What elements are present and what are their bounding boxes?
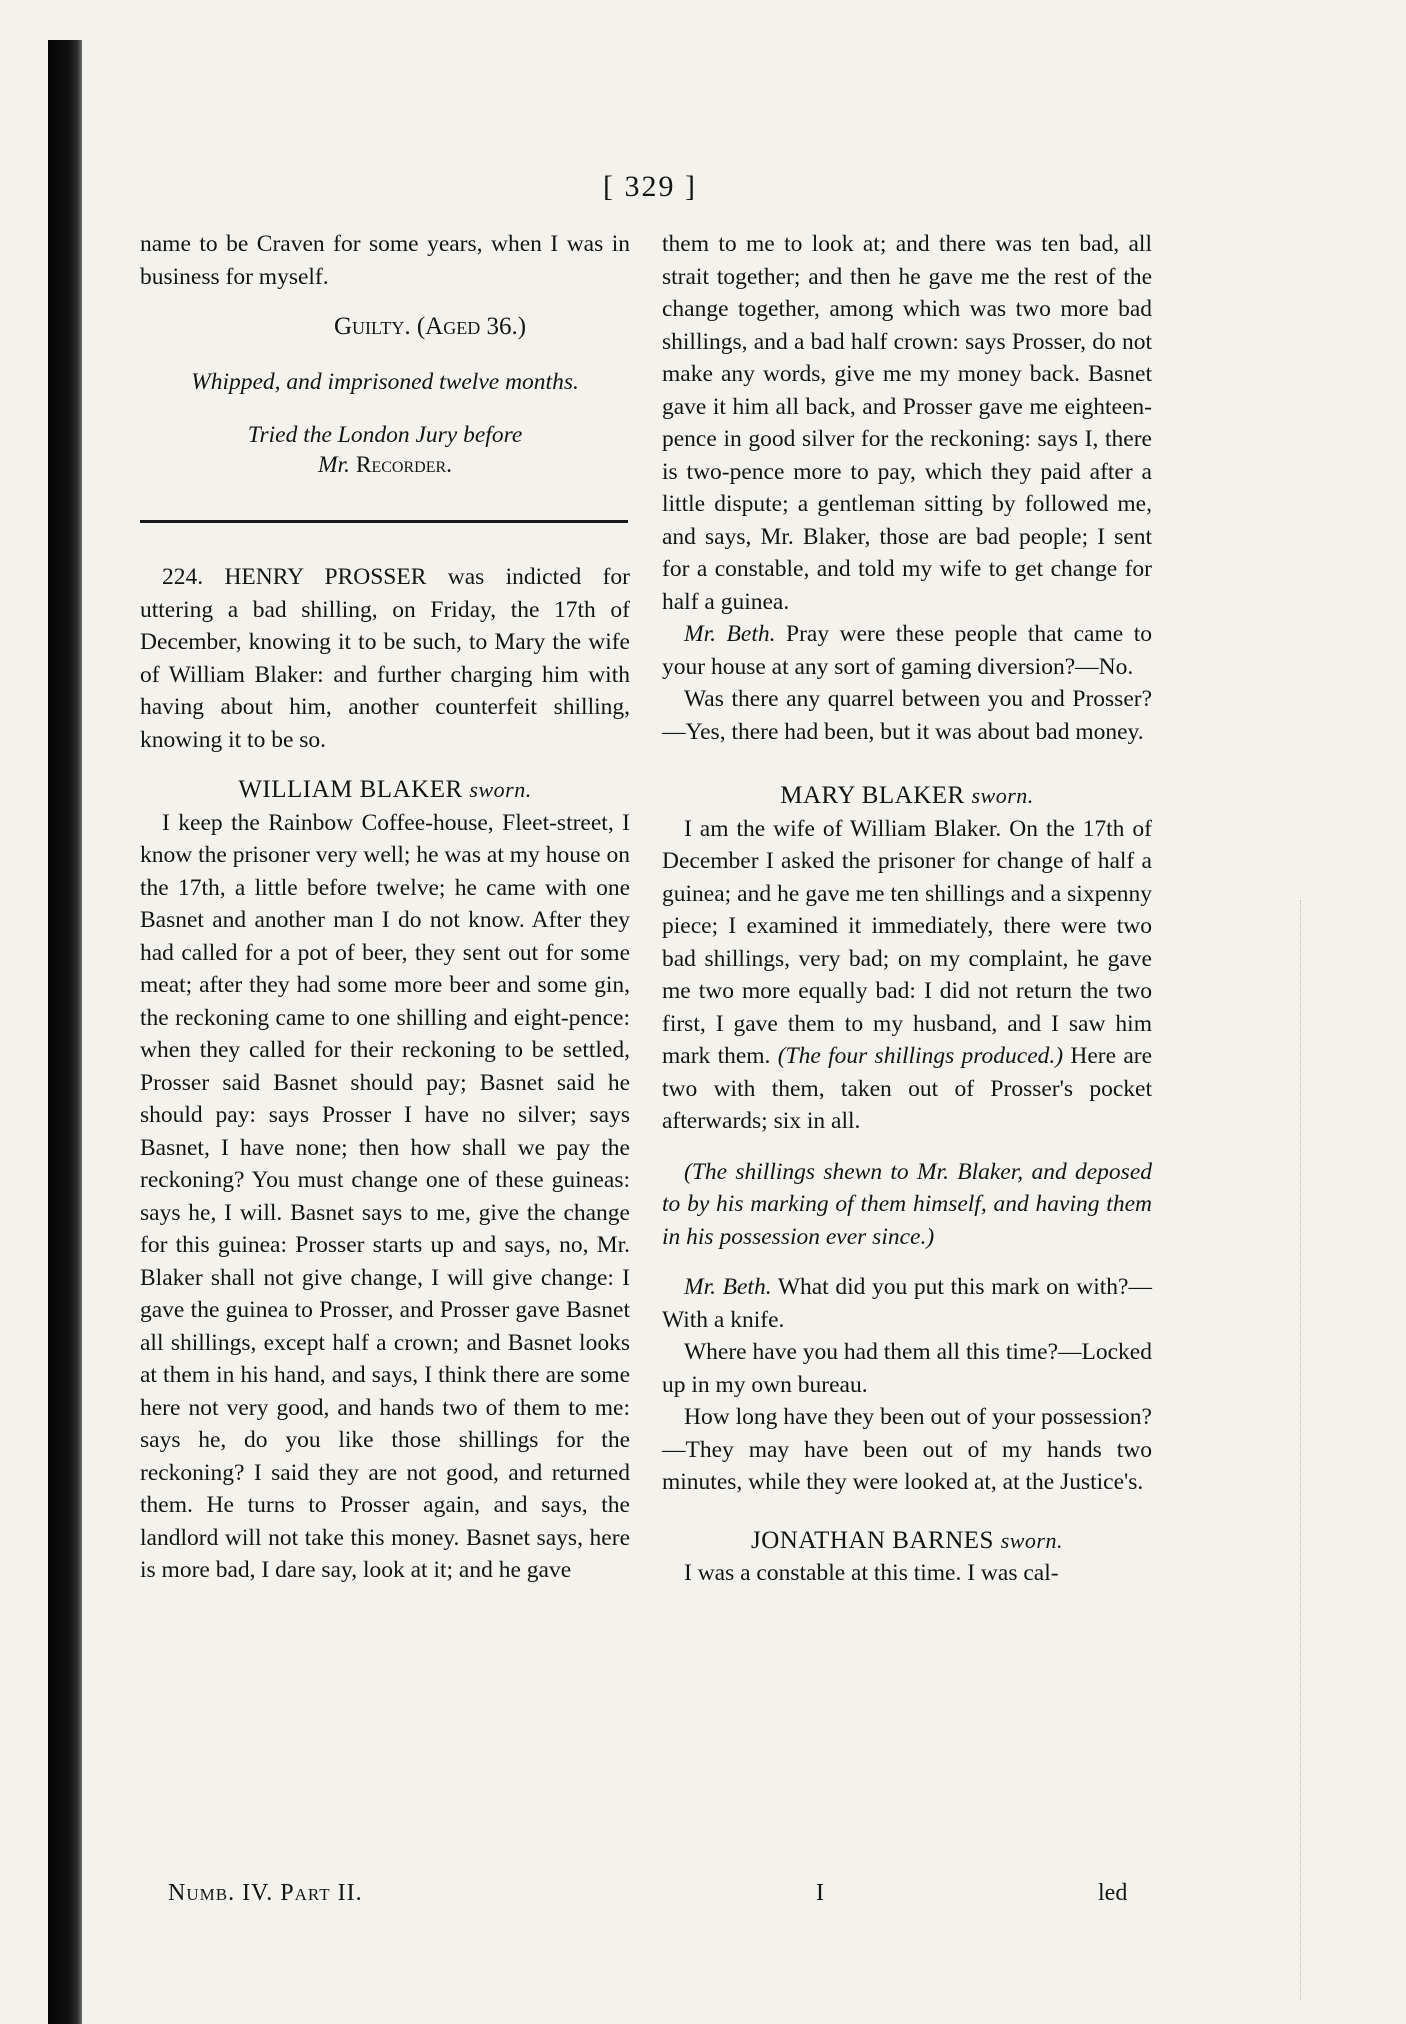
court-note: (The shillings shewn to Mr. Blaker, and deposed to by his marking of them himself, and having them in his possession ever since.) — [662, 1158, 1152, 1250]
testimony-william-blaker: I keep the Rainbow Coffee-house, Fleet-street, I know the prisoner very well; he was at my house on the 17th, a little before twelve; he came with one Basnet and another man I do not know. After they had called for a pot of beer, they sent out for some meat; after they had some more beer and some gin, the reckoning came to one shilling and eight-pence: when they called for their reckoning to be settled, Prosser said Basnet should pay; Basnet said he should pay: says Prosser I have no silver; says Basnet, I have none; then how shall we pay the reckoning? You must change one of these guineas: says he, I will. Basnet says to me, give the change for this guinea: Prosser starts up and says, no, Mr. Blaker shall not give change, I will give change: I gave the guinea to Prosser, and Prosser gave Basnet all shillings, except half a crown; and Basnet looks at them in his hand, and says, I think there are some here not very good, and hands two of them to me: says he, do you like those shillings for the reckoning? I said they are not good, and returned them. He turns to Prosser again, and says, the landlord will not take this money. Basnet says, here is more bad, I dare say, look at it; and he gave — [140, 809, 630, 1583]
witness-name: JONATHAN BARNES — [751, 1526, 994, 1554]
tried-line-1: Tried the London Jury before — [247, 422, 523, 448]
left-column — [140, 228, 630, 1587]
witness-sworn: sworn. — [469, 777, 532, 802]
question-text: Pray were these people that came to your house at any sort of gaming diversion?—No. — [662, 621, 1153, 680]
witness-heading-mary-blaker — [662, 780, 1152, 813]
book-binding-shadow — [48, 40, 82, 2024]
page-number: [ 329 ] — [603, 170, 697, 203]
testimony-part-b: Here are two with them, taken out of Prosser's pocket afterwards; six in all. — [662, 1043, 1153, 1134]
verdict: Guilty. (Aged 36.) — [333, 313, 527, 340]
testimony-part-a: I am the wife of William Blaker. On the 17th of December I asked the prisoner for change of half a guinea; and he gave me ten shillings and a sixpenny piece; I examined it immediately, there were two bad shillings, very bad; on my complaint, he gave me two more equally bad: I did not return the two first, I gave them to my husband, and I saw him mark them. — [662, 815, 1152, 1069]
question-1 — [662, 618, 1152, 683]
witness-heading-jonathan-barnes — [662, 1525, 1152, 1558]
tried-before — [140, 420, 630, 480]
section-divider — [140, 520, 628, 523]
question-4: Where have you had them all this time?—Locked up in my own bureau. — [662, 1339, 1152, 1398]
sentence: Whipped, and imprisoned twelve months. — [191, 368, 579, 395]
signature-mark: I — [816, 1880, 824, 1906]
exhibit-produced: (The four shillings produced.) — [777, 1043, 1064, 1069]
paragraph-continuation: name to be Craven for some years, when I was in business for myself. — [140, 231, 630, 290]
issue-footer: Numb. IV. Part II. — [168, 1880, 363, 1906]
witness-name: MARY BLAKER — [780, 782, 965, 809]
page-edge-marks — [1300, 900, 1325, 2000]
speaker: Mr. Beth. — [684, 1274, 772, 1300]
catchword: led — [1098, 1880, 1128, 1906]
question-2: Was there any quarrel between you and Prosser?—Yes, there had been, but it was about bad money. — [662, 686, 1152, 745]
right-column — [662, 228, 1152, 1590]
testimony-continuation: them to me to look at; and there was ten bad, all strait together; and then he gave me the rest of the change together, among which was two more bad shillings, and a bad half crown: says Prosser, do not make any words, give me my money back. Basnet gave it him all back, and Prosser gave me eighteen-pence in good silver for the reckoning: says I, there is two-pence more to pay, which they paid after a little dispute; a gentleman sitting by followed me, and says, Mr. Blaker, those are bad people; I sent for a constable, and told my wife to get change for half a guinea. — [662, 231, 1152, 615]
witness-sworn: sworn. — [971, 783, 1034, 808]
testimony-mary-blaker — [662, 813, 1152, 1138]
case-indictment: 224. HENRY PROSSER was indicted for uttering a bad shilling, on Friday, the 17th of December, knowing it to be such, to Mary the wife of William Blaker: and further charging him with having about him, another counterfeit shilling, knowing it to be so. — [140, 564, 630, 753]
witness-sworn: sworn. — [1000, 1527, 1063, 1553]
question-text: What did you put this mark on with?—With a knife. — [662, 1274, 1152, 1333]
question-5: How long have they been out of your possession?—They may have been out of my hands two minutes, while they were looked at, at the Justice's. — [662, 1404, 1152, 1495]
witness-name: WILLIAM BLAKER — [238, 776, 463, 803]
book-page — [140, 140, 1160, 1970]
recorder: Recorder. — [355, 452, 453, 478]
speaker: Mr. Beth. — [684, 621, 776, 647]
testimony-jonathan-barnes: I was a constable at this time. I was cal- — [684, 1560, 1059, 1586]
witness-heading-william-blaker — [140, 774, 630, 807]
question-3 — [662, 1271, 1152, 1336]
tried-line-2-prefix: Mr. — [317, 452, 350, 478]
